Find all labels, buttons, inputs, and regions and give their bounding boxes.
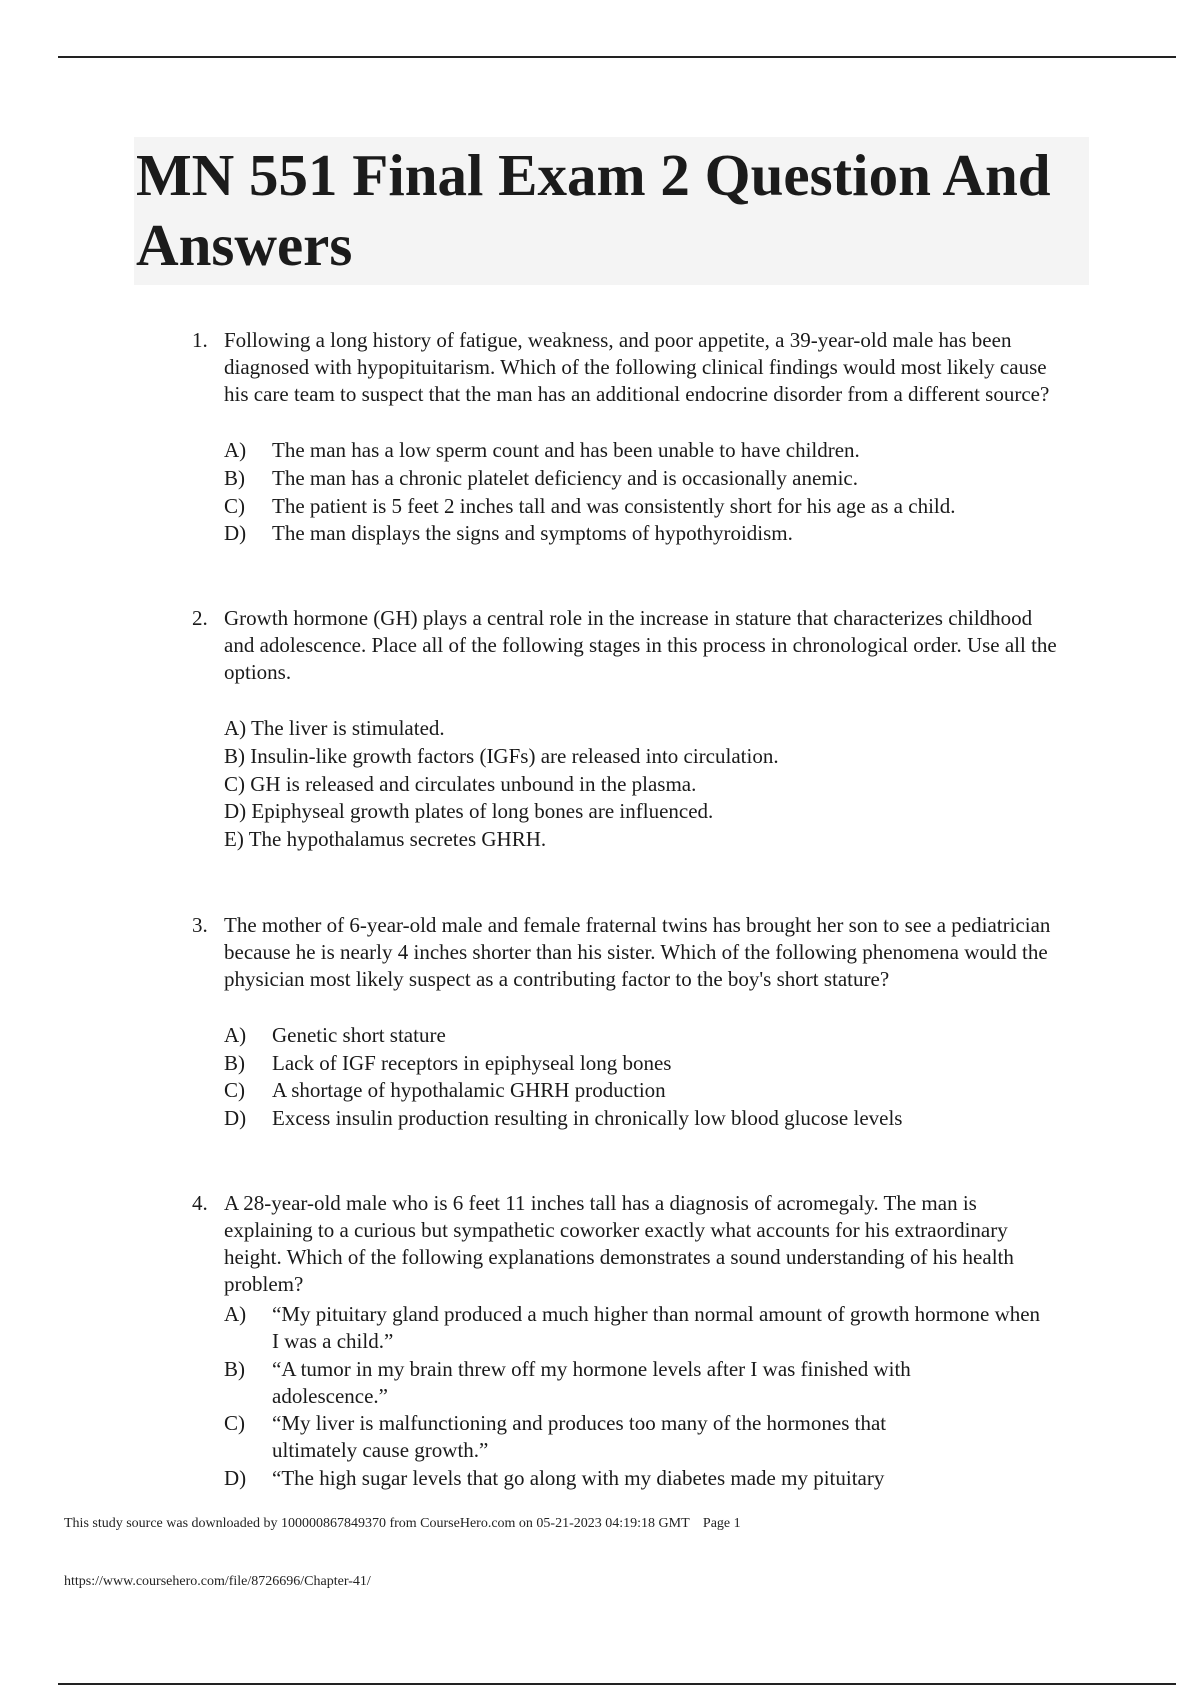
- option-letter: A): [224, 1302, 247, 1326]
- option-letter: D): [224, 1466, 247, 1490]
- option-letter: D): [224, 1106, 247, 1130]
- option-letter: D): [224, 521, 247, 545]
- top-rule: [58, 56, 1176, 58]
- option-row: E) The hypothalamus secretes GHRH.: [224, 827, 547, 851]
- option-row: B) Insulin-like growth factors (IGFs) are released into circulation.: [224, 744, 779, 768]
- option-text: “The high sugar levels that go along with my diabetes made my pituitary: [272, 1466, 885, 1490]
- option-letter: B): [224, 1051, 245, 1075]
- option-text: “My pituitary gland produced a much higher than normal amount of growth hormone when I was a child.”: [272, 1302, 1041, 1353]
- option-letter: B): [224, 1357, 245, 1381]
- option-text: Lack of IGF receptors in epiphyseal long bones: [272, 1051, 672, 1075]
- option-text: A shortage of hypothalamic GHRH production: [272, 1078, 666, 1102]
- option-letter: B): [224, 466, 245, 490]
- option-letter: C): [224, 494, 245, 518]
- option-text: “My liver is malfunctioning and produces too many of the hormones that ultimately cause growth.”: [272, 1411, 887, 1462]
- page-title: MN 551 Final Exam 2 Question And Answers: [136, 142, 1051, 278]
- question-text: The mother of 6-year-old male and female fraternal twins has brought her son to see a pediatrician because he is nearly 4 inches shorter than his sister. Which of the following phenomena would the physician most likely suspect as a contributing factor to the boy's short stature?: [224, 913, 1051, 991]
- option-text: The patient is 5 feet 2 inches tall and was consistently short for his age as a child.: [272, 494, 956, 518]
- question-number: 4.: [192, 1191, 208, 1215]
- option-row: C) GH is released and circulates unbound in the plasma.: [224, 772, 697, 796]
- option-text: The man has a low sperm count and has been unable to have children.: [272, 438, 860, 462]
- option-text: “A tumor in my brain threw off my hormone levels after I was finished with adolescence.”: [272, 1357, 911, 1408]
- option-text: Genetic short stature: [272, 1023, 446, 1047]
- option-text: The man displays the signs and symptoms of hypothyroidism.: [272, 521, 793, 545]
- question-text: Growth hormone (GH) plays a central role in the increase in stature that characterizes childhood and adolescence. Place all of the following stages in this process in chronological order. Use all the options.: [224, 606, 1057, 684]
- option-letter: C): [224, 1411, 245, 1435]
- download-notice: [64, 1514, 741, 1534]
- question-text: Following a long history of fatigue, weakness, and poor appetite, a 39-year-old male has been diagnosed with hypopituitarism. Which of the following clinical findings would most likely cause his care team to suspect that the man has an additional endocrine disorder from a different source?: [224, 328, 1050, 406]
- option-row: A) The liver is stimulated.: [224, 716, 445, 740]
- option-text: Excess insulin production resulting in chronically low blood glucose levels: [272, 1106, 903, 1130]
- source-url[interactable]: https://www.coursehero.com/file/8726696/Chapter-41/: [64, 1574, 371, 1589]
- option-letter: A): [224, 1023, 247, 1047]
- option-text: The man has a chronic platelet deficiency and is occasionally anemic.: [272, 466, 859, 490]
- option-letter: A): [224, 438, 247, 462]
- question-number: 3.: [192, 913, 208, 937]
- bottom-rule: [58, 1683, 1176, 1685]
- option-letter: C): [224, 1078, 245, 1102]
- question-number: 1.: [192, 328, 208, 352]
- option-row: D) Epiphyseal growth plates of long bones are influenced.: [224, 799, 714, 823]
- question-text: A 28-year-old male who is 6 feet 11 inches tall has a diagnosis of acromegaly. The man is explaining to a curious but sympathetic coworker exactly what accounts for his extraordinary height. Which of the following explanations demonstrates a sound understanding of his health problem?: [224, 1191, 1014, 1296]
- question-number: 2.: [192, 606, 208, 630]
- page-label: Page 1: [702, 1516, 741, 1531]
- download-notice-text: This study source was downloaded by 100000867849370 from CourseHero.com on 05-21-2023 04:19:18 GMT: [64, 1516, 690, 1531]
